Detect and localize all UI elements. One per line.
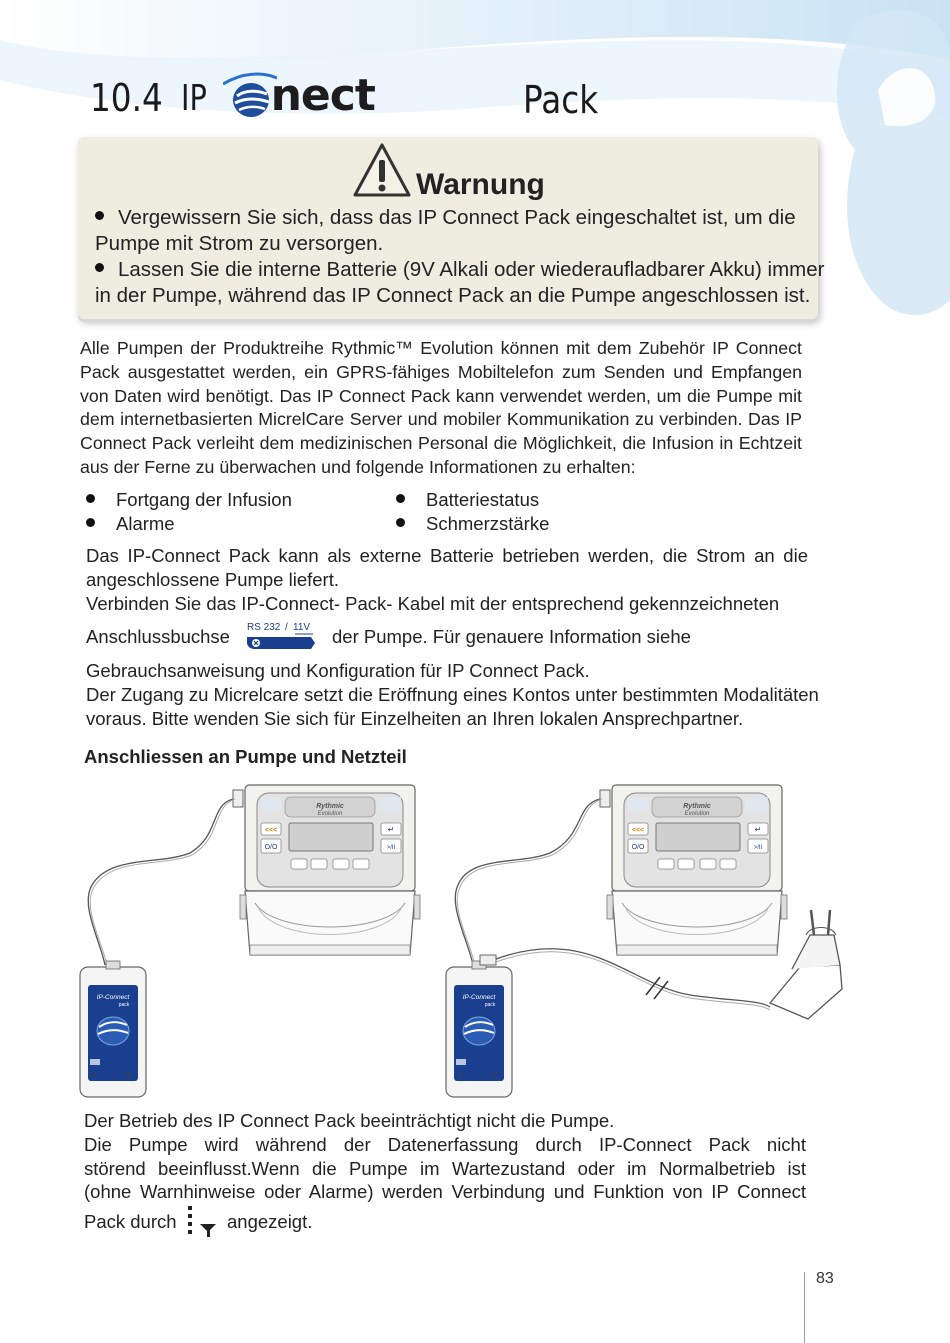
logo-nect-text: nect [270, 70, 375, 121]
port-label-a: RS 232 [247, 622, 281, 633]
bottom-line-5-post: angezeigt. [227, 1211, 313, 1232]
logo-ip-text: IP [180, 78, 207, 119]
warning-title: Warnung [416, 168, 545, 201]
battery-line-6: Der Zugang zu Micrelcare setzt die Eröffnung eines Kontos unter bestimmten Modalitäten [86, 684, 819, 705]
page-number-divider [804, 1272, 805, 1343]
battery-line-2: angeschlossene Pumpe liefert. [86, 569, 339, 590]
battery-line-7: voraus. Bitte wenden Sie sich für Einzelheiten an Ihren lokalen Ansprechpartner. [86, 708, 744, 729]
battery-line-1: Das IP-Connect Pack kann als externe Batterie betrieben werden, die Strom an die [86, 545, 808, 566]
list-item: Fortgang der Infusion [86, 489, 292, 511]
warning-bullet-2-line-1: Lassen Sie die interne Batterie (9V Alkali oder wiederaufladbarer Akku) immer [95, 257, 824, 283]
intro-line-3: von Daten wird benötigt. Das IP Connect Pack kann verwendet werden, um die Pumpe mit [80, 386, 802, 406]
bottom-line-2: Die Pumpe wird während der Datenerfassung durch IP-Connect Pack nicht [84, 1134, 806, 1155]
page-number: 83 [816, 1270, 834, 1287]
section-heading: Anschliessen an Pumpe und Netzteil [84, 746, 407, 767]
bullet-dot [95, 211, 104, 220]
port-label-b: 11V [293, 622, 311, 633]
intro-line-4: dem internetbasierten MicrelCare Server und mobiler Kommunikation zu verbinden. Das IP [80, 409, 802, 429]
warning-bullet-1-line-1: Vergewissern Sie sich, dass das IP Connect Pack eingeschaltet ist, um die [95, 205, 796, 231]
section-number: 10.4 [90, 76, 163, 120]
intro-line-1: Alle Pumpen der Produktreihe Rythmic™ Evolution können mit dem Zubehör IP Connect [80, 338, 802, 358]
battery-line-3: Verbinden Sie das IP-Connect- Pack- Kabel mit der entsprechend gekennzeichneten [86, 593, 780, 614]
svg-text:/: / [285, 622, 288, 633]
list-item: Batteriestatus [396, 489, 539, 511]
battery-line-5: Gebrauchsanweisung und Konfiguration für IP Connect Pack. [86, 660, 590, 681]
intro-line-5: Connect Pack verleiht dem medizinischen Personal die Möglichkeit, die Infusion in Echtzeit [80, 433, 802, 453]
warning-bullet-1-line-2: Pumpe mit Strom zu versorgen. [95, 232, 384, 255]
bottom-line-1: Der Betrieb des IP Connect Pack beeinträchtigt nicht die Pumpe. [84, 1110, 615, 1131]
battery-line-4-post: der Pumpe. Für genauere Information siehe [332, 626, 691, 647]
connection-illustration: Rythmic Evolution <<< O/O ↵ >/II IP-Connect pack ✕ CE [70, 775, 860, 1105]
globe-c-icon [223, 70, 277, 126]
warning-triangle-icon [352, 142, 412, 198]
bottom-line-5-pre: Pack durch [84, 1211, 177, 1232]
list-item: Alarme [86, 513, 175, 535]
bullet-dot [95, 263, 104, 272]
intro-line-6: aus der Ferne zu überwachen und folgende Informationen zu erhalten: [80, 457, 636, 477]
page-title [90, 70, 599, 126]
ip-connect-logo [181, 70, 421, 126]
list-item: Schmerzstärke [396, 513, 549, 535]
intro-line-2: Pack ausgestattet werden, ein GPRS-fähiges Mobiltelefon zum Senden und Empfangen [80, 362, 802, 382]
warning-bullet-2-line-2: in der Pumpe, während das IP Connect Pack an die Pumpe angeschlossen ist. [95, 284, 811, 307]
bottom-line-3: störend beeinflusst.Wenn die Pumpe im Wartezustand oder im Normalbetrieb ist [84, 1158, 806, 1179]
rs232-port-icon [245, 619, 321, 653]
bottom-line-4: (ohne Warnhinweise oder Alarme) werden Verbindung und Funktion von IP Connect [84, 1181, 806, 1202]
battery-line-4-pre: Anschlussbuchse [86, 626, 230, 647]
title-pack: Pack [523, 78, 599, 122]
antenna-signal-icon [186, 1205, 222, 1239]
warning-header [352, 142, 545, 201]
